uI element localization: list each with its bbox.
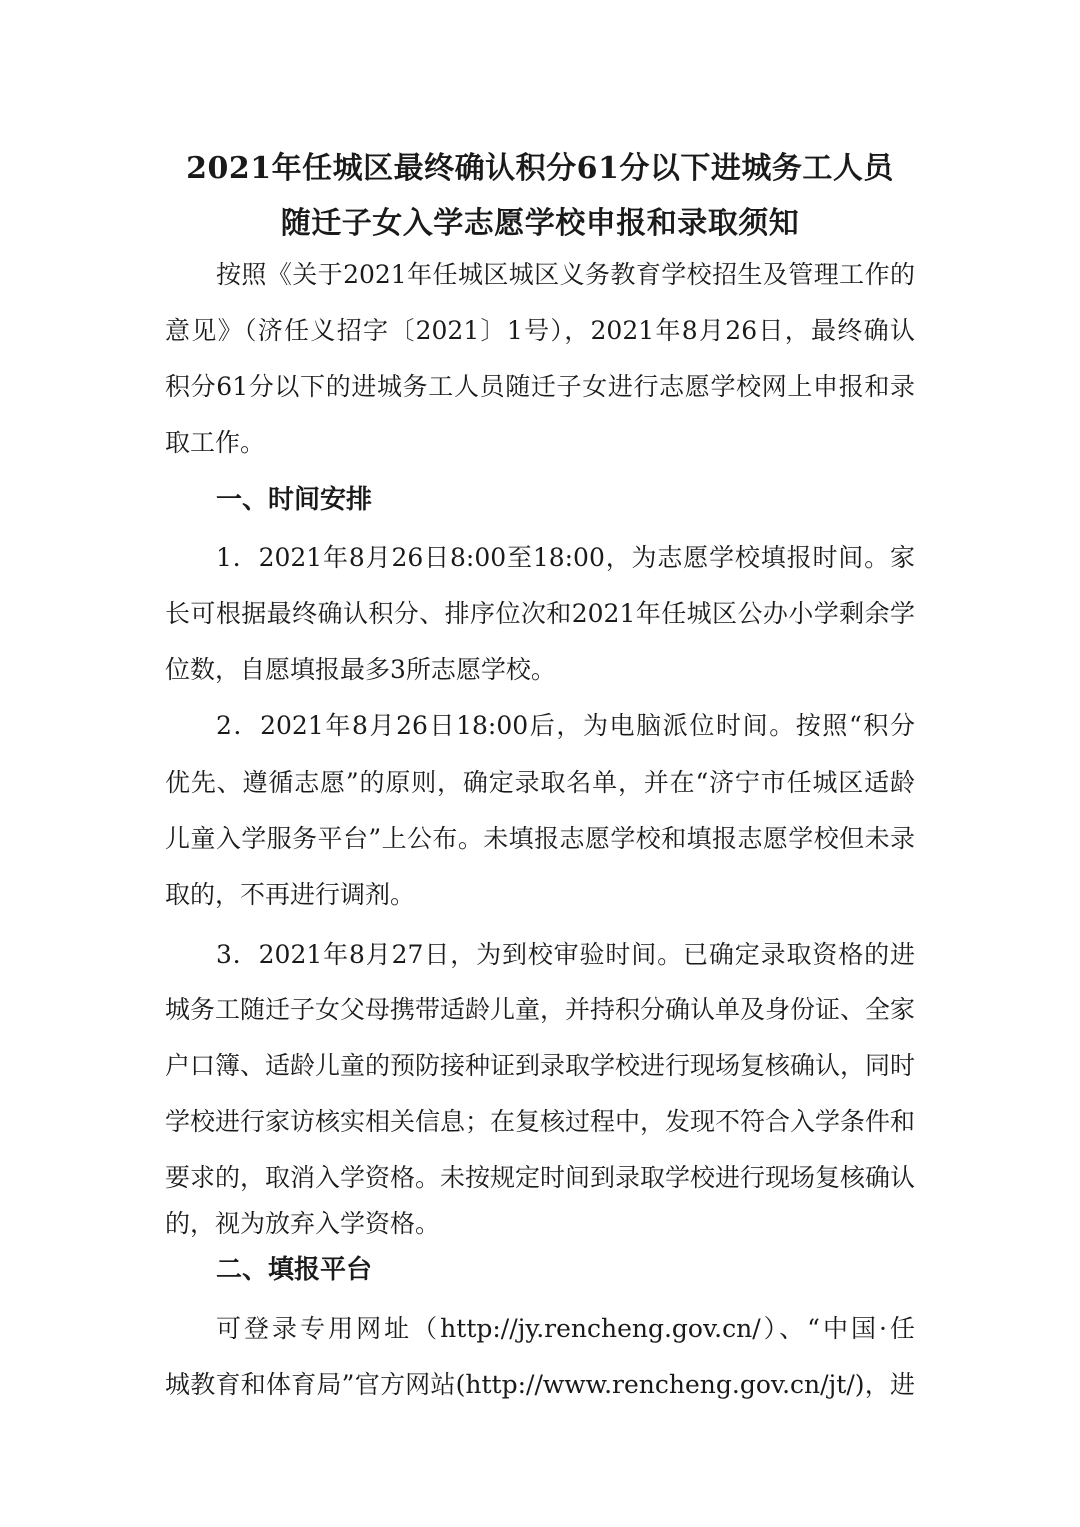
document-title-line-1: 2021年任城区最终确认积分61分以下进城务工人员 xyxy=(186,151,894,186)
item1-line-1: 1．2021年8月26日8:00至18:00，为志愿学校填报时间。家 xyxy=(216,543,915,572)
platform-line-2: 城教育和体育局”官方网站(http://www.rencheng.gov.cn/jt/)，进 xyxy=(165,1370,915,1399)
section-heading-platform: 二、填报平台 xyxy=(216,1255,373,1285)
item3-line-5: 要求的，取消入学资格。未按规定时间到录取学校进行现场复核确认 xyxy=(165,1163,916,1192)
item2-line-4: 取的，不再进行调剂。 xyxy=(165,880,416,909)
intro-line-3: 积分61分以下的进城务工人员随迁子女进行志愿学校网上申报和录 xyxy=(165,372,915,401)
item1-line-3: 位数，自愿填报最多3所志愿学校。 xyxy=(165,655,556,684)
document-title-line-2: 随迁子女入学志愿学校申报和录取须知 xyxy=(280,206,800,241)
intro-line-2: 意见》（济任义招字〔2021〕1号），2021年8月26日，最终确认 xyxy=(165,316,915,345)
item3-line-2: 城务工随迁子女父母携带适龄儿童，并持积分确认单及身份证、全家 xyxy=(165,995,916,1024)
item3-line-4: 学校进行家访核实相关信息；在复核过程中，发现不符合入学条件和 xyxy=(165,1107,916,1136)
item3-line-3: 户口簿、适龄儿童的预防接种证到录取学校进行现场复核确认，同时 xyxy=(165,1051,916,1080)
intro-line-4: 取工作。 xyxy=(165,428,266,457)
item3-line-6: 的，视为放弃入学资格。 xyxy=(165,1209,441,1238)
section-heading-schedule: 一、时间安排 xyxy=(216,485,373,515)
platform-line-1: 可登录专用网址（http://jy.rencheng.gov.cn/）、“中国·任 xyxy=(216,1314,915,1343)
item3-line-1: 3．2021年8月27日，为到校审验时间。已确定录取资格的进 xyxy=(216,940,915,969)
intro-line-1: 按照《关于2021年任城区城区义务教育学校招生及管理工作的 xyxy=(216,260,915,289)
item2-line-2: 优先、遵循志愿”的原则，确定录取名单，并在“济宁市任城区适龄 xyxy=(165,768,915,797)
item2-line-3: 儿童入学服务平台”上公布。未填报志愿学校和填报志愿学校但未录 xyxy=(165,824,915,853)
item1-line-2: 长可根据最终确认积分、排序位次和2021年任城区公办小学剩余学 xyxy=(165,599,915,628)
item2-line-1: 2．2021年8月26日18:00后，为电脑派位时间。按照“积分 xyxy=(216,711,915,740)
